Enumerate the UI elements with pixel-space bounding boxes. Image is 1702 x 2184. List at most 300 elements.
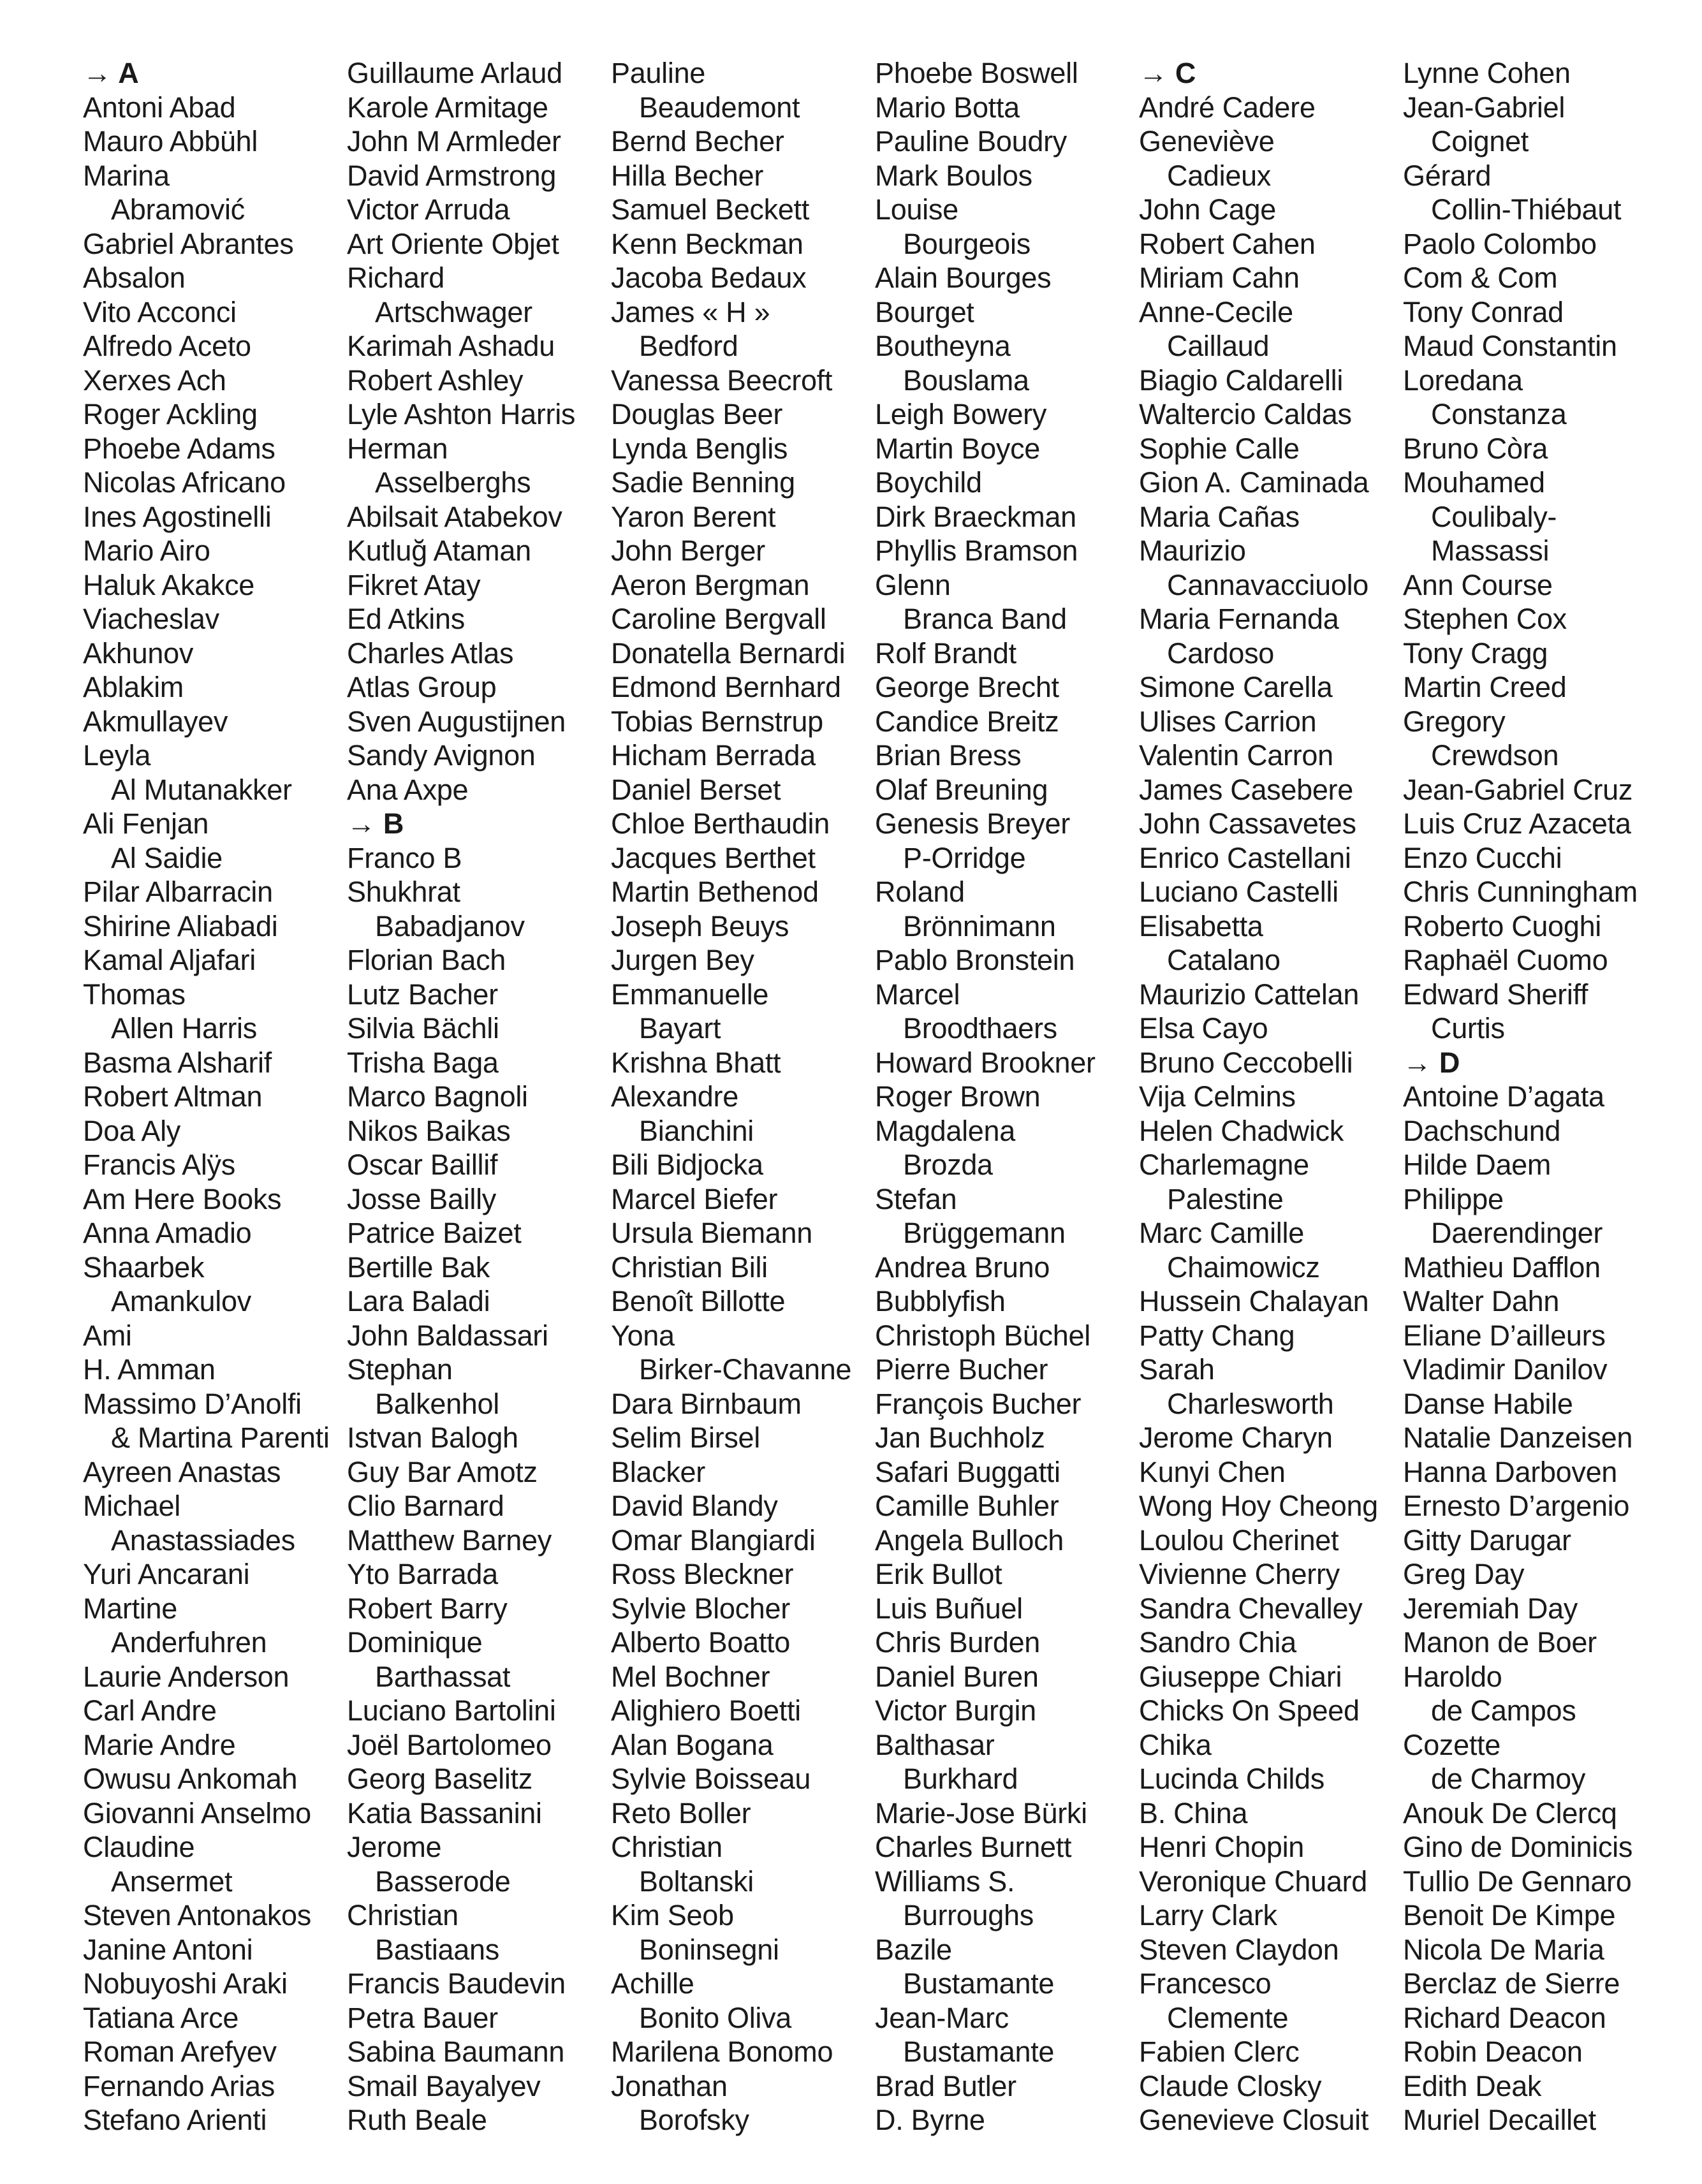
artist-name-continuation: Bianchini [639, 1114, 754, 1147]
index-column-6 [1403, 56, 1664, 2137]
artist-name-continuation: Bustamante [903, 2035, 1055, 2068]
section-heading: → C [1139, 57, 1196, 89]
artist-name: Chika [1139, 1728, 1212, 1761]
artist-name: Robin Deacon [1403, 2035, 1583, 2068]
artist-name: Ed Atkins [347, 603, 465, 635]
index-column-2 [347, 56, 608, 2137]
artist-name: Jeremiah Day [1403, 1592, 1578, 1625]
artist-name-continuation: Burroughs [903, 1899, 1034, 1931]
artist-name: Shaarbek [83, 1250, 205, 1284]
artist-name: Andrea Bruno [875, 1250, 1050, 1284]
artist-name: Ann Course [1403, 568, 1553, 601]
artist-name-continuation: Al Mutanakker [111, 773, 292, 806]
artist-name: Carl Andre [83, 1694, 217, 1727]
artist-name: Thomas [83, 978, 186, 1011]
artist-name: Antoni Abad [83, 91, 236, 124]
artist-name: Hanna Darboven [1403, 1455, 1618, 1488]
artist-name-continuation: Al Saidie [111, 841, 223, 874]
artist-name: Brian Bress [875, 739, 1022, 772]
artist-name: Jerome [347, 1831, 442, 1863]
artist-name-continuation: Chaimowicz [1167, 1250, 1320, 1284]
artist-name-continuation: Barthassat [375, 1660, 511, 1693]
artist-name: Akmullayev [83, 705, 228, 738]
artist-name: Ali Fenjan [83, 807, 209, 840]
artist-name: Maria Fernanda [1139, 603, 1339, 635]
artist-name-continuation: Boninsegni [639, 1933, 779, 1966]
artist-name: Haroldo [1403, 1660, 1502, 1693]
artist-name-continuation: de Campos [1431, 1694, 1576, 1727]
artist-name: Sylvie Boisseau [611, 1763, 811, 1795]
artist-name: Phyllis Bramson [875, 534, 1078, 567]
artist-name-continuation: Clemente [1167, 2001, 1289, 2034]
artist-name-continuation: Curtis [1431, 1012, 1505, 1044]
artist-name: Genevieve Closuit [1139, 2104, 1369, 2136]
artist-name-continuation: Bedford [639, 330, 738, 362]
artist-name: Bernd Becher [611, 125, 784, 158]
index-column-4 [875, 56, 1136, 2137]
artist-name: Kutluğ Ataman [347, 534, 531, 567]
artist-name: Marina [83, 159, 170, 192]
artist-name: Haluk Akakce [83, 568, 255, 601]
artist-name: Am Here Books [83, 1182, 282, 1215]
artist-name: Ana Axpe [347, 773, 469, 806]
artist-name: Rolf Brandt [875, 636, 1016, 670]
artist-name: Pilar Albarracin [83, 876, 273, 908]
artist-name: Victor Burgin [875, 1694, 1036, 1727]
artist-name: Guillaume Arlaud [347, 57, 562, 89]
artist-name: Anouk De Clercq [1403, 1796, 1617, 1829]
artist-name: Lynne Cohen [1403, 57, 1571, 89]
artist-name: Dachschund [1403, 1114, 1561, 1147]
artist-name: Richard Deacon [1403, 2001, 1606, 2034]
artist-name: James « H » [611, 295, 770, 328]
artist-name: B. China [1139, 1796, 1248, 1829]
artist-name: Nicolas Africano [83, 466, 286, 499]
artist-name-continuation: Allen Harris [111, 1012, 257, 1044]
artist-name: Tony Cragg [1403, 636, 1548, 670]
artist-name: Martine [83, 1592, 177, 1625]
artist-name: Bubblyfish [875, 1285, 1006, 1317]
artist-name: Luciano Castelli [1139, 876, 1339, 908]
artist-name: Francis Alÿs [83, 1148, 235, 1181]
artist-name: Roland [875, 876, 965, 908]
artist-name: Omar Blangiardi [611, 1523, 816, 1557]
artist-name: Enzo Cucchi [1403, 841, 1562, 874]
artist-name: Robert Altman [83, 1080, 263, 1113]
artist-name-continuation: Bonito Oliva [639, 2001, 792, 2034]
artist-name: Ami [83, 1319, 132, 1352]
artist-name: Charles Atlas [347, 636, 514, 670]
artist-name: Bruno Còra [1403, 432, 1548, 465]
artist-name: Geneviève [1139, 125, 1275, 158]
artist-name: Ernesto D’argenio [1403, 1490, 1630, 1522]
artist-name: Com & Com [1403, 261, 1558, 294]
artist-name: Mario Airo [83, 534, 210, 567]
artist-name: George Brecht [875, 671, 1059, 703]
artist-name: Williams S. [875, 1865, 1015, 1898]
artist-name: Petra Bauer [347, 2001, 498, 2034]
artist-name: Patrice Baizet [347, 1217, 522, 1249]
artist-name: Louise [875, 193, 958, 226]
artist-name: Chris Burden [875, 1626, 1041, 1659]
artist-name: Gino de Dominicis [1403, 1831, 1633, 1863]
artist-name: Bili Bidjocka [611, 1148, 763, 1181]
artist-name-continuation: Burkhard [903, 1763, 1018, 1795]
artist-name: Roberto Cuoghi [1403, 909, 1601, 942]
artist-name-continuation: Bouslama [903, 363, 1029, 397]
artist-name: John Cassavetes [1139, 807, 1356, 840]
artist-name: Eliane D’ailleurs [1403, 1319, 1606, 1352]
artist-name: Karimah Ashadu [347, 330, 555, 362]
artist-name: Ulises Carrion [1139, 705, 1317, 738]
section-heading: → D [1403, 1046, 1460, 1079]
artist-name: Tatiana Arce [83, 2001, 239, 2034]
artist-name: Georg Baselitz [347, 1763, 532, 1795]
artist-name-continuation: de Charmoy [1431, 1763, 1586, 1795]
artist-name: John Baldassari [347, 1319, 548, 1352]
artist-name: Muriel Decaillet [1403, 2104, 1596, 2136]
artist-name: Florian Bach [347, 944, 506, 976]
artist-name-continuation: Branca Band [903, 603, 1067, 635]
artist-name: Stefano Arienti [83, 2104, 267, 2136]
artist-name: Marcel Biefer [611, 1182, 778, 1215]
artist-name: Gregory [1403, 705, 1506, 738]
artist-name-continuation: Cannavacciuolo [1167, 568, 1369, 601]
artist-name: Claude Closky [1139, 2069, 1322, 2102]
artist-name: Vija Celmins [1139, 1080, 1296, 1113]
artist-name: Steven Claydon [1139, 1933, 1339, 1966]
artist-name: Marilena Bonomo [611, 2035, 833, 2068]
artist-name: Daniel Berset [611, 773, 781, 806]
artist-name: Olaf Breuning [875, 773, 1048, 806]
artist-name-continuation: Ansermet [111, 1865, 233, 1898]
artist-name: Tullio De Gennaro [1403, 1865, 1632, 1898]
artist-name: Luciano Bartolini [347, 1694, 556, 1727]
artist-name: H. Amman [83, 1353, 216, 1386]
artist-name: Phoebe Adams [83, 432, 275, 465]
artist-name: Gérard [1403, 159, 1492, 192]
artist-name: Herman [347, 432, 448, 465]
artist-name: Jean-Marc [875, 2001, 1009, 2034]
artist-name: Benoît Billotte [611, 1285, 786, 1317]
artist-name: Sven Augustijnen [347, 705, 566, 738]
artist-name: Marcel [875, 978, 960, 1011]
artist-name: Lara Baladi [347, 1285, 490, 1317]
artist-name: Elsa Cayo [1139, 1012, 1268, 1044]
artist-name: Leigh Bowery [875, 398, 1047, 430]
artist-name: Waltercio Caldas [1139, 398, 1352, 430]
artist-name-continuation: Broodthaers [903, 1012, 1057, 1044]
artist-name-continuation: Basserode [375, 1865, 511, 1898]
artist-name: Edmond Bernhard [611, 671, 841, 703]
artist-name: Robert Ashley [347, 363, 524, 397]
artist-name: John Berger [611, 534, 765, 567]
artist-name: André Cadere [1139, 91, 1316, 124]
artist-name: Sandra Chevalley [1139, 1592, 1363, 1625]
artist-name: Maud Constantin [1403, 330, 1617, 362]
artist-name: Akhunov [83, 636, 194, 670]
artist-name-continuation: Coulibaly- [1431, 500, 1557, 533]
artist-name: Jonathan [611, 2069, 728, 2102]
artist-name: Doa Aly [83, 1114, 180, 1147]
artist-name: Gion A. Caminada [1139, 466, 1369, 499]
artist-name: Sandy Avignon [347, 739, 536, 772]
artist-name-continuation: Catalano [1167, 944, 1280, 976]
index-column-3 [611, 56, 872, 2137]
artist-name: Gitty Darugar [1403, 1523, 1571, 1557]
artist-name: John M Armleder [347, 125, 561, 158]
artist-name-continuation: Artschwager [375, 295, 532, 328]
artist-name: Loulou Cherinet [1139, 1523, 1339, 1557]
artist-name: Boutheyna [875, 330, 1011, 362]
artist-name: Wong Hoy Cheong [1139, 1490, 1378, 1522]
artist-name: Jan Buchholz [875, 1421, 1045, 1454]
artist-name: Valentin Carron [1139, 739, 1333, 772]
artist-name: Gabriel Abrantes [83, 227, 294, 260]
artist-name: Jerome Charyn [1139, 1421, 1333, 1454]
artist-name: Anne-Cecile [1139, 295, 1293, 328]
section-heading: → B [347, 807, 404, 840]
artist-name-continuation: Bastiaans [375, 1933, 499, 1966]
artist-name: Genesis Breyer [875, 807, 1070, 840]
artist-name: Kamal Aljafari [83, 944, 256, 976]
artist-name: Howard Brookner [875, 1046, 1096, 1079]
artist-name: François Bucher [875, 1387, 1082, 1420]
artist-name: Sadie Benning [611, 466, 795, 499]
artist-name: Pablo Bronstein [875, 944, 1075, 976]
artist-name: Alain Bourges [875, 261, 1052, 294]
artist-name: Stephan [347, 1353, 453, 1386]
artist-name: Bertille Bak [347, 1250, 490, 1284]
artist-name: Charles Burnett [875, 1831, 1072, 1863]
artist-name: Jacques Berthet [611, 841, 816, 874]
artist-name: Samuel Beckett [611, 193, 809, 226]
artist-name: Lutz Bacher [347, 978, 498, 1011]
artist-name: Claudine [83, 1831, 195, 1863]
artist-name-continuation: Bayart [639, 1012, 721, 1044]
artist-name: Douglas Beer [611, 398, 783, 430]
artist-name: Pauline Boudry [875, 125, 1067, 158]
artist-name: Giovanni Anselmo [83, 1796, 311, 1829]
artist-name: Philippe [1403, 1182, 1504, 1215]
artist-name: Vito Acconci [83, 295, 237, 328]
artist-name-continuation: Crewdson [1431, 739, 1559, 772]
artist-name: Emmanuelle [611, 978, 769, 1011]
artist-name-continuation: Brönnimann [903, 909, 1056, 942]
artist-name: Mark Boulos [875, 159, 1032, 192]
artist-name: Clio Barnard [347, 1490, 504, 1522]
artist-name: Alan Bogana [611, 1728, 774, 1761]
artist-name: Boychild [875, 466, 982, 499]
artist-name: Miriam Cahn [1139, 261, 1300, 294]
artist-name: Joël Bartolomeo [347, 1728, 552, 1761]
artist-name: Luis Cruz Azaceta [1403, 807, 1631, 840]
artist-name: Luis Buñuel [875, 1592, 1023, 1625]
artist-name: Achille [611, 1967, 694, 2000]
artist-name: Mel Bochner [611, 1660, 770, 1693]
artist-name: Elisabetta [1139, 909, 1263, 942]
artist-name: Steven Antonakos [83, 1899, 311, 1931]
artist-name: Karole Armitage [347, 91, 548, 124]
artist-name: Lynda Benglis [611, 432, 788, 465]
artist-name: Bourget [875, 295, 974, 328]
artist-name: Mario Botta [875, 91, 1020, 124]
artist-name: Jacoba Bedaux [611, 261, 807, 294]
artist-name: Mauro Abbühl [83, 125, 258, 158]
artist-name: Fikret Atay [347, 568, 481, 601]
artist-name: Simone Carella [1139, 671, 1333, 703]
artist-name: Edith Deak [1403, 2069, 1542, 2102]
artist-name: Brad Butler [875, 2069, 1016, 2102]
artist-name: Laurie Anderson [83, 1660, 290, 1693]
artist-name-continuation: Cadieux [1167, 159, 1272, 192]
artist-name: Chicks On Speed [1139, 1694, 1360, 1727]
artist-name: Janine Antoni [83, 1933, 253, 1966]
artist-name: Hicham Berrada [611, 739, 816, 772]
artist-name: Chloe Berthaudin [611, 807, 830, 840]
artist-name: Alighiero Boetti [611, 1694, 801, 1727]
artist-name: Roger Brown [875, 1080, 1041, 1113]
artist-name: Alexandre [611, 1080, 738, 1113]
artist-name: Phoebe Boswell [875, 57, 1078, 89]
artist-name: Vladimir Danilov [1403, 1353, 1608, 1386]
artist-name: Candice Breitz [875, 705, 1059, 738]
artist-name-continuation: Massassi [1431, 534, 1550, 567]
artist-name-continuation: Daerendinger [1431, 1217, 1603, 1249]
artist-name: Tony Conrad [1403, 295, 1564, 328]
artist-name: Sabina Baumann [347, 2035, 565, 2068]
artist-name-continuation: Anderfuhren [111, 1626, 267, 1659]
artist-name: Biagio Caldarelli [1139, 363, 1344, 397]
artist-name: Aeron Bergman [611, 568, 810, 601]
artist-name: Martin Bethenod [611, 876, 819, 908]
artist-name: Veronique Chuard [1139, 1865, 1367, 1898]
artist-name: Martin Creed [1403, 671, 1567, 703]
artist-name: Nicola De Maria [1403, 1933, 1604, 1966]
artist-name: John Cage [1139, 193, 1276, 226]
artist-name: Benoit De Kimpe [1403, 1899, 1616, 1931]
artist-name: Dara Birnbaum [611, 1387, 802, 1420]
artist-name: Bruno Ceccobelli [1139, 1046, 1353, 1079]
artist-name: Stephen Cox [1403, 603, 1567, 635]
artist-name: Camille Buhler [875, 1490, 1059, 1522]
artist-name: Vanessa Beecroft [611, 363, 833, 397]
artist-name: Balthasar [875, 1728, 995, 1761]
artist-name: Hussein Chalayan [1139, 1285, 1369, 1317]
artist-name-continuation: Collin-Thiébaut [1431, 193, 1622, 226]
artist-name-continuation: Beaudemont [639, 91, 800, 124]
artist-name: David Blandy [611, 1490, 778, 1522]
artist-name: Michael [83, 1490, 180, 1522]
artist-name: Richard [347, 261, 444, 294]
artist-name: Dominique [347, 1626, 483, 1659]
artist-name-continuation: Bourgeois [903, 227, 1031, 260]
artist-name: Danse Habile [1403, 1387, 1573, 1420]
artist-name: Cozette [1403, 1728, 1500, 1761]
artist-name: Walter Dahn [1403, 1285, 1560, 1317]
artist-name: Ayreen Anastas [83, 1455, 281, 1488]
artist-name: Fernando Arias [83, 2069, 275, 2102]
artist-name: Charlemagne [1139, 1148, 1309, 1181]
artist-name: Pierre Bucher [875, 1353, 1048, 1386]
index-column-5 [1139, 56, 1400, 2137]
artist-name: Christian [611, 1831, 723, 1863]
artist-name: Marie Andre [83, 1728, 236, 1761]
artist-name: Antoine D’agata [1403, 1080, 1604, 1113]
artist-name: Helen Chadwick [1139, 1114, 1344, 1147]
artist-name: Marie-Jose Bürki [875, 1796, 1087, 1829]
artist-name: Raphaël Cuomo [1403, 944, 1608, 976]
artist-name: Sandro Chia [1139, 1626, 1296, 1659]
artist-name: Robert Cahen [1139, 227, 1316, 260]
artist-name: Giuseppe Chiari [1139, 1660, 1342, 1693]
artist-name-continuation: Anastassiades [111, 1523, 295, 1557]
artist-name: Basma Alsharif [83, 1046, 272, 1079]
artist-name: Hilde Daem [1403, 1148, 1552, 1181]
artist-name: Trisha Baga [347, 1046, 499, 1079]
artist-name: Ruth Beale [347, 2104, 487, 2136]
artist-name: Silvia Bächli [347, 1012, 499, 1044]
artist-name: Josse Bailly [347, 1182, 496, 1215]
artist-name: Anna Amadio [83, 1217, 252, 1249]
artist-name: Erik Bullot [875, 1558, 1002, 1590]
artist-name: Francis Baudevin [347, 1967, 566, 2000]
artist-name-continuation: Borofsky [639, 2104, 749, 2136]
artist-name: Lucinda Childs [1139, 1763, 1324, 1795]
artist-name: Donatella Bernardi [611, 636, 846, 670]
artist-name: Kunyi Chen [1139, 1455, 1286, 1488]
artist-name: Christian Bili [611, 1250, 768, 1284]
artist-name: Loredana [1403, 363, 1523, 397]
artist-name: Guy Bar Amotz [347, 1455, 538, 1488]
artist-name-continuation: Constanza [1431, 398, 1567, 430]
artist-name: Matthew Barney [347, 1523, 552, 1557]
artist-name: Maria Cañas [1139, 500, 1300, 533]
artist-name-continuation: Abramović [111, 193, 245, 226]
artist-name: Yuri Ancarani [83, 1558, 250, 1590]
artist-name: Berclaz de Sierre [1403, 1967, 1620, 2000]
artist-name: James Casebere [1139, 773, 1353, 806]
artist-name: Magdalena [875, 1114, 1015, 1147]
artist-name: Martin Boyce [875, 432, 1040, 465]
artist-name: Joseph Beuys [611, 909, 789, 942]
artist-name-continuation: Asselberghs [375, 466, 531, 499]
artist-name: Marc Camille [1139, 1217, 1304, 1249]
artist-name-continuation: Babadjanov [375, 909, 525, 942]
artist-name: Oscar Baillif [347, 1148, 498, 1181]
artist-name-continuation: Palestine [1167, 1182, 1284, 1215]
artist-name-continuation: Charlesworth [1167, 1387, 1334, 1420]
artist-name: Kenn Beckman [611, 227, 803, 260]
artist-name: Larry Clark [1139, 1899, 1277, 1931]
artist-name: Jean-Gabriel [1403, 91, 1566, 124]
artist-name: Sophie Calle [1139, 432, 1300, 465]
artist-name: Jurgen Bey [611, 944, 754, 976]
artist-name: Caroline Bergvall [611, 603, 826, 635]
artist-name-continuation: Boltanski [639, 1865, 754, 1898]
artist-name: Ross Bleckner [611, 1558, 794, 1590]
artist-name: Owusu Ankomah [83, 1763, 298, 1795]
artist-name-continuation: Balkenhol [375, 1387, 499, 1420]
artist-name: Paolo Colombo [1403, 227, 1597, 260]
artist-name-continuation: Bustamante [903, 1967, 1055, 2000]
artist-name: Chris Cunningham [1403, 876, 1638, 908]
artist-name-continuation: Amankulov [111, 1285, 251, 1317]
artist-name: Ablakim [83, 671, 184, 703]
artist-name: Art Oriente Objet [347, 227, 559, 260]
artist-name: Mouhamed [1403, 466, 1545, 499]
artist-name: Dirk Braeckman [875, 500, 1076, 533]
